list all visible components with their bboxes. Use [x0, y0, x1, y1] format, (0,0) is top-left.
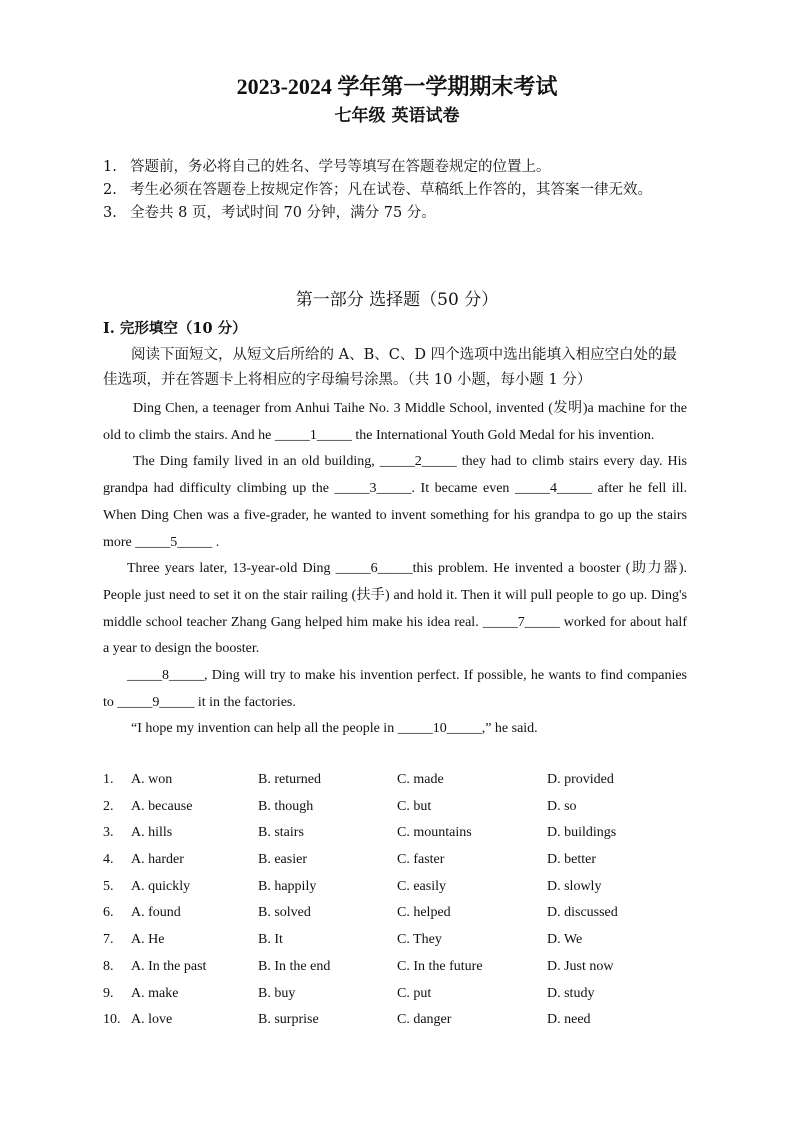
question-number: 3. — [103, 825, 114, 841]
part-heading: I. 完形填空（10 分） — [103, 320, 247, 337]
question-number: 5. — [103, 878, 114, 894]
question-row — [103, 955, 693, 982]
option-a: A. make — [131, 985, 179, 1001]
passage-paragraph: “I hope my invention can help all the people in _____10_____,” he said. — [131, 721, 538, 737]
instruction-text: 考生必须在答题卷上按规定作答；凡在试卷、草稿纸上作答的，其答案一律无效。 — [130, 182, 652, 198]
option-c: C. helped — [397, 905, 451, 921]
option-c: C. faster — [397, 852, 445, 868]
option-d: D. so — [547, 798, 577, 814]
option-c: C. danger — [397, 1012, 452, 1028]
question-row — [103, 848, 693, 875]
passage-paragraph: Ding Chen, a teenager from Anhui Taihe No. 3 Middle School, invented (发明)a machine for the old to climb the stairs. And he _____1_____ the International Youth Gold Medal for his invention. — [103, 401, 687, 443]
instruction-text: 全卷共 8 页，考试时间 70 分钟，满分 75 分。 — [130, 205, 436, 221]
instruction-item — [103, 202, 693, 225]
option-b: B. In the end — [258, 958, 331, 974]
question-row — [103, 821, 693, 848]
option-b: B. solved — [258, 905, 311, 921]
directions-text: 阅读下面短文，从短文后所给的 A、B、C、D 四个选项中选出能填入相应空白处的最佳选项，并在答题卡上将相应的字母编号涂黑。（共 10 小题，每小题 1 分） — [103, 347, 678, 388]
option-a: A. quickly — [131, 878, 191, 894]
question-row — [103, 795, 693, 822]
option-b: B. easier — [258, 852, 307, 868]
option-c: C. easily — [397, 878, 446, 894]
option-a: A. love — [131, 1012, 173, 1028]
question-number: 8. — [103, 958, 114, 974]
option-b: B. It — [258, 932, 283, 948]
passage-paragraph: The Ding family lived in an old building, _____2_____ they had to climb stairs every day. His grandpa had difficulty climbing up the _____3_____. It became even _____4_____ after he fell ill. When Ding Chen was a five-grader, he wanted to invent something for his grandpa to go up the stairs more _____5_____ . — [103, 454, 687, 550]
question-row — [103, 768, 693, 795]
option-d: D. slowly — [547, 878, 602, 894]
instruction-number: 1. — [103, 159, 117, 175]
option-c: C. made — [397, 772, 444, 787]
question-number: 9. — [103, 985, 114, 1001]
cloze-passage — [103, 396, 687, 743]
option-b: B. buy — [258, 985, 296, 1001]
question-number: 1. — [103, 772, 114, 787]
question-row — [103, 901, 693, 928]
option-b: B. happily — [258, 878, 317, 894]
instruction-number: 3. — [103, 205, 117, 221]
passage-paragraph: Three years later, 13-year-old Ding _____6_____this problem. He invented a booster (助力器). People just need to set it on the stair railing (扶手) and hold it. Then it will pull people to go up. Ding's middle school teacher Zhang Gang helped him make his idea real. _____7_____ worked for about half a year to design the booster. — [103, 561, 687, 657]
option-d: D. buildings — [547, 825, 617, 841]
option-a: A. won — [131, 772, 173, 787]
option-c: C. They — [397, 932, 442, 948]
option-d: D. Just now — [547, 958, 614, 974]
option-b: B. surprise — [258, 1012, 319, 1028]
passage-paragraph: _____8_____, Ding will try to make his invention perfect. If possible, he wants to find companies to _____9_____ it in the factories. — [103, 668, 687, 710]
option-d: D. provided — [547, 772, 614, 787]
instruction-number: 2. — [103, 182, 117, 198]
option-d: D. discussed — [547, 905, 618, 921]
option-c: C. put — [397, 985, 432, 1001]
page-subtitle: 七年级 英语试卷 — [334, 106, 460, 126]
section-heading: 第一部分 选择题（50 分） — [295, 290, 499, 310]
question-row — [103, 1008, 693, 1035]
option-d: D. We — [547, 932, 583, 948]
option-a: A. hills — [131, 825, 173, 841]
option-b: B. returned — [258, 772, 321, 787]
option-a: A. found — [131, 905, 181, 921]
option-d: D. study — [547, 985, 595, 1001]
question-number: 7. — [103, 932, 114, 948]
option-a: A. In the past — [131, 958, 207, 974]
page-title: 2023-2024 学年第一学期期末考试 — [236, 74, 558, 99]
instruction-text: 答题前，务必将自己的姓名、学号等填写在答题卷规定的位置上。 — [130, 159, 551, 175]
option-d: D. need — [547, 1012, 591, 1028]
option-a: A. harder — [131, 852, 184, 868]
instruction-item — [103, 179, 693, 202]
question-number: 2. — [103, 798, 114, 814]
option-c: C. mountains — [397, 825, 472, 841]
option-b: B. though — [258, 798, 314, 814]
question-number: 4. — [103, 852, 114, 868]
option-a: A. He — [131, 932, 165, 948]
question-number: 6. — [103, 905, 114, 921]
instructions-list — [103, 156, 693, 225]
option-b: B. stairs — [258, 825, 304, 841]
option-c: C. but — [397, 798, 432, 814]
option-d: D. better — [547, 852, 596, 868]
question-options — [103, 768, 693, 1035]
option-a: A. because — [131, 798, 193, 814]
question-number: 10. — [103, 1012, 121, 1028]
question-row — [103, 928, 693, 955]
question-row — [103, 982, 693, 1009]
instruction-item — [103, 156, 693, 179]
option-c: C. In the future — [397, 958, 483, 974]
question-row — [103, 875, 693, 902]
